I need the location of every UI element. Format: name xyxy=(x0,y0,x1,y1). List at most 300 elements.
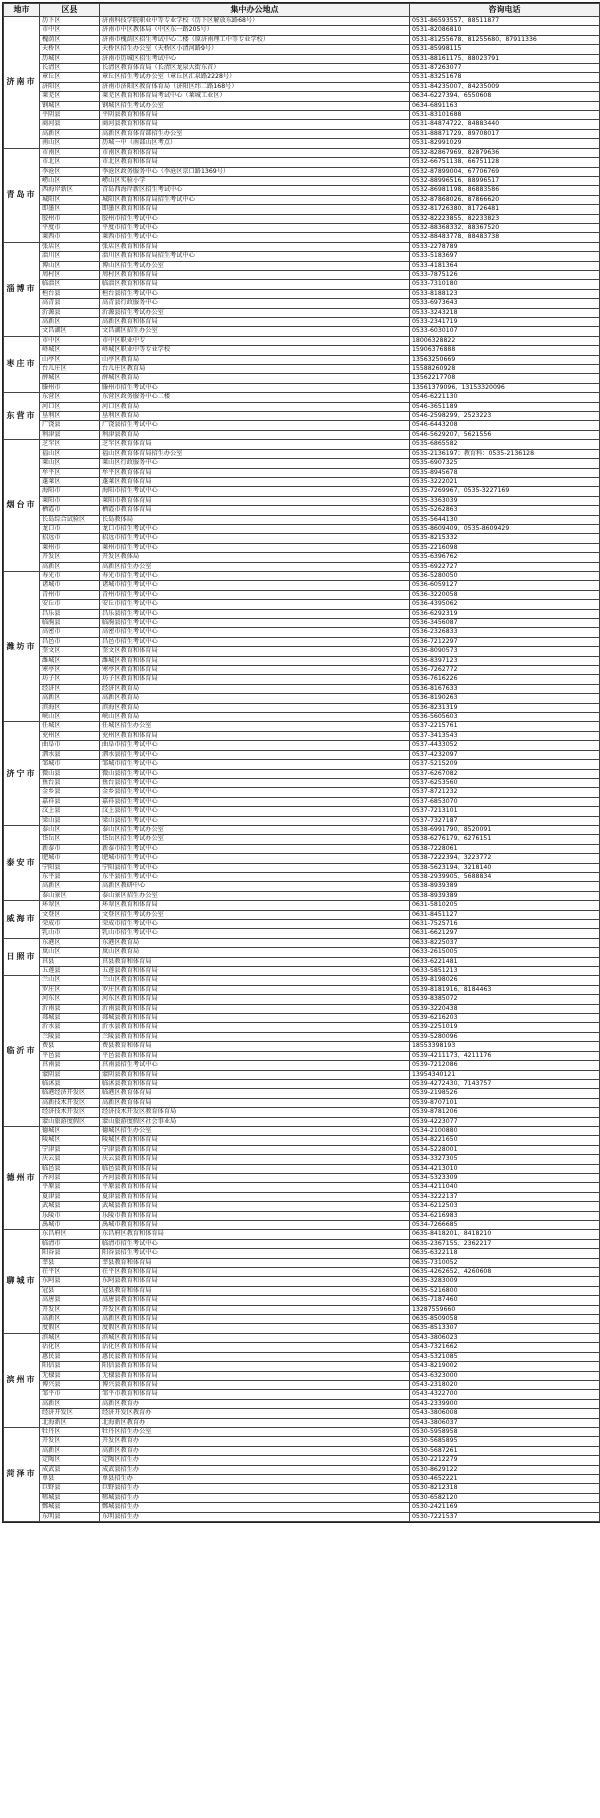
address-cell: 陵城区教育和体育局 xyxy=(100,1136,410,1145)
phone-cell: 0546-5629207、5621556 xyxy=(410,430,600,439)
header-district: 区县 xyxy=(40,4,100,17)
header-row xyxy=(4,4,600,17)
header-city: 地市 xyxy=(4,4,40,17)
table-row xyxy=(4,797,600,806)
phone-cell: 0534-4213010 xyxy=(410,1164,600,1173)
address-cell: 高新区教育局 xyxy=(100,694,410,703)
city-cell: 青岛市 xyxy=(4,148,40,242)
city-cell: 东营市 xyxy=(4,393,40,440)
district-cell: 潍城区 xyxy=(40,656,100,665)
address-cell: 招远市招生考试中心 xyxy=(100,534,410,543)
district-cell: 曲阜市 xyxy=(40,741,100,750)
table-row xyxy=(4,731,600,740)
district-cell: 开发区 xyxy=(40,1305,100,1314)
address-cell: 邹城市招生考试中心 xyxy=(100,760,410,769)
address-cell: 莒县教育和体育局 xyxy=(100,957,410,966)
table-body xyxy=(4,17,600,1522)
phone-cell: 0533-6030107 xyxy=(410,327,600,336)
address-cell: 山亭区教育局 xyxy=(100,355,410,364)
address-cell: 蓬莱区教育体育局 xyxy=(100,477,410,486)
district-cell: 临港经济开发区 xyxy=(40,1089,100,1098)
phone-cell: 0536-4395062 xyxy=(410,600,600,609)
address-cell: 东营区政务服务中心二楼 xyxy=(100,393,410,402)
phone-cell: 0633-8225037 xyxy=(410,938,600,947)
phone-cell: 0538-5623194、3218140 xyxy=(410,863,600,872)
city-cell: 临沂市 xyxy=(4,976,40,1127)
district-cell: 梁山县 xyxy=(40,816,100,825)
district-cell: 惠民县 xyxy=(40,1352,100,1361)
phone-cell: 0535-3222021 xyxy=(410,477,600,486)
district-cell: 莱芜区 xyxy=(40,92,100,101)
address-cell: 滨城区教育和体育局 xyxy=(100,1333,410,1342)
district-cell: 环翠区 xyxy=(40,901,100,910)
table-row xyxy=(4,666,600,675)
address-cell: 博兴县教育和体育局 xyxy=(100,1380,410,1389)
phone-cell: 0537-3413543 xyxy=(410,731,600,740)
phone-cell: 13287559660 xyxy=(410,1305,600,1314)
phone-cell: 0533-5183697 xyxy=(410,252,600,261)
phone-cell: 0536-8190263 xyxy=(410,694,600,703)
district-cell: 乐陵市 xyxy=(40,1211,100,1220)
table-row xyxy=(4,54,600,63)
phone-cell: 0533-6973643 xyxy=(410,299,600,308)
district-cell: 东昌府区 xyxy=(40,1230,100,1239)
phone-cell: 0634-6891163 xyxy=(410,101,600,110)
contact-table-sheet xyxy=(2,2,600,1523)
phone-cell: 0530-7221537 xyxy=(410,1512,600,1521)
table-row xyxy=(4,976,600,985)
table-row xyxy=(4,289,600,298)
district-cell: 庆云县 xyxy=(40,1155,100,1164)
table-row xyxy=(4,882,600,891)
header-phone: 咨询电话 xyxy=(410,4,600,17)
table-row xyxy=(4,1418,600,1427)
district-cell: 费县 xyxy=(40,1042,100,1051)
address-cell: 莱山区行政服务中心 xyxy=(100,459,410,468)
phone-cell: 0534-4211040 xyxy=(410,1183,600,1192)
district-cell: 长岛综合试验区 xyxy=(40,515,100,524)
table-row xyxy=(4,684,600,693)
table-row xyxy=(4,590,600,599)
phone-cell: 0538-7222394、3223772 xyxy=(410,854,600,863)
district-cell: 滕州市 xyxy=(40,383,100,392)
district-cell: 邹城市 xyxy=(40,760,100,769)
address-cell: 莱阳市教育体育局 xyxy=(100,496,410,505)
phone-cell: 0543-3806008 xyxy=(410,1409,600,1418)
address-cell: 肥城市招生考试中心 xyxy=(100,854,410,863)
address-cell: 单县招生办 xyxy=(100,1474,410,1483)
address-cell: 淄川区教育和体育局招生考试中心 xyxy=(100,252,410,261)
table-row xyxy=(4,1286,600,1295)
table-row xyxy=(4,1173,600,1182)
address-cell: 泰山景区招生办公室 xyxy=(100,891,410,900)
address-cell: 惠民县教育和体育局 xyxy=(100,1352,410,1361)
phone-cell: 0537-4433052 xyxy=(410,741,600,750)
table-row xyxy=(4,1117,600,1126)
district-cell: 高新区 xyxy=(40,562,100,571)
phone-cell: 0539-2198526 xyxy=(410,1089,600,1098)
district-cell: 泰山区 xyxy=(40,825,100,834)
district-cell: 高新区 xyxy=(40,694,100,703)
phone-cell: 0635-5216800 xyxy=(410,1286,600,1295)
address-cell: 济南市槐荫区招生考试中心二楼（原济南理工中等专业学校） xyxy=(100,35,410,44)
district-cell: 利津县 xyxy=(40,430,100,439)
district-cell: 平原县 xyxy=(40,1183,100,1192)
table-row xyxy=(4,1061,600,1070)
phone-cell: 0533-7875126 xyxy=(410,270,600,279)
phone-cell: 0532-88996516、88996517 xyxy=(410,176,600,185)
table-row xyxy=(4,1399,600,1408)
phone-cell: 0539-4211173、4211176 xyxy=(410,1051,600,1060)
table-row xyxy=(4,336,600,345)
phone-cell: 0543-6323000 xyxy=(410,1371,600,1380)
table-row xyxy=(4,637,600,646)
phone-cell: 0532-81726380、81726481 xyxy=(410,205,600,214)
address-cell: 兰山区教育和体育局 xyxy=(100,976,410,985)
phone-cell: 0532-82223855、82233823 xyxy=(410,214,600,223)
table-row xyxy=(4,524,600,533)
address-cell: 平度市招生考试中心 xyxy=(100,223,410,232)
table-row xyxy=(4,496,600,505)
district-cell: 高新区 xyxy=(40,1446,100,1455)
table-row xyxy=(4,1202,600,1211)
phone-cell: 0530-5958958 xyxy=(410,1427,600,1436)
address-cell: 东平县招生考试中心 xyxy=(100,872,410,881)
table-row xyxy=(4,111,600,120)
table-row xyxy=(4,421,600,430)
phone-cell: 0635-2367155、2362217 xyxy=(410,1239,600,1248)
phone-cell: 0635-3283009 xyxy=(410,1277,600,1286)
district-cell: 沂水县 xyxy=(40,1023,100,1032)
district-cell: 宁津县 xyxy=(40,1145,100,1154)
table-row xyxy=(4,1390,600,1399)
phone-cell: 13563250669 xyxy=(410,355,600,364)
address-cell: 长岛教体局 xyxy=(100,515,410,524)
district-cell: 兖州区 xyxy=(40,731,100,740)
district-cell: 栖霞市 xyxy=(40,506,100,515)
address-cell: 文登区招生考试办公室 xyxy=(100,910,410,919)
table-row xyxy=(4,957,600,966)
address-cell: 蒙阴县教育和体育局 xyxy=(100,1070,410,1079)
table-row xyxy=(4,468,600,477)
address-cell: 嘉祥县招生考试中心 xyxy=(100,797,410,806)
address-cell: 岱岳区招生考试办公室 xyxy=(100,835,410,844)
district-cell: 周村区 xyxy=(40,270,100,279)
phone-cell: 13561379096、13153320096 xyxy=(410,383,600,392)
address-cell: 薛城区教育局 xyxy=(100,374,410,383)
address-cell: 定陶区招生办 xyxy=(100,1456,410,1465)
address-cell: 临邑县教育和体育局 xyxy=(100,1164,410,1173)
address-cell: 邹平市教育和体育局 xyxy=(100,1390,410,1399)
phone-cell: 0543-2339900 xyxy=(410,1399,600,1408)
city-cell: 济宁市 xyxy=(4,722,40,825)
table-row xyxy=(4,901,600,910)
district-cell: 蒙阴县 xyxy=(40,1070,100,1079)
address-cell: 东明县招生办 xyxy=(100,1512,410,1521)
table-row xyxy=(4,223,600,232)
table-row xyxy=(4,176,600,185)
phone-cell: 0635-7310052 xyxy=(410,1258,600,1267)
address-cell: 郓城县招生办 xyxy=(100,1493,410,1502)
district-cell: 莱阳市 xyxy=(40,496,100,505)
district-cell: 岚山区 xyxy=(40,948,100,957)
address-cell: 寒亭区教育和体育局 xyxy=(100,666,410,675)
address-cell: 市北区教育和体育局 xyxy=(100,158,410,167)
district-cell: 市中区 xyxy=(40,26,100,35)
address-cell: 海阳市招生考试中心 xyxy=(100,487,410,496)
phone-cell: 0546-6221130 xyxy=(410,393,600,402)
phone-cell: 0537-6253560 xyxy=(410,778,600,787)
table-row xyxy=(4,1042,600,1051)
district-cell: 东平县 xyxy=(40,872,100,881)
address-cell: 郯城县教育和体育局 xyxy=(100,1014,410,1023)
phone-cell: 0539-2251019 xyxy=(410,1023,600,1032)
phone-cell: 0539-7212086 xyxy=(410,1061,600,1070)
table-row xyxy=(4,948,600,957)
address-cell: 宁津县教育和体育局 xyxy=(100,1145,410,1154)
table-row xyxy=(4,1484,600,1493)
address-cell: 成武县招生办 xyxy=(100,1465,410,1474)
table-row xyxy=(4,600,600,609)
district-cell: 蓬莱区 xyxy=(40,477,100,486)
phone-cell: 0536-8397123 xyxy=(410,656,600,665)
district-cell: 济阳区 xyxy=(40,82,100,91)
phone-cell: 0531-88161175、88023791 xyxy=(410,54,600,63)
address-cell: 崂山区实验小学 xyxy=(100,176,410,185)
address-cell: 兰陵县教育和体育局 xyxy=(100,1032,410,1041)
table-row xyxy=(4,506,600,515)
city-cell: 聊城市 xyxy=(4,1230,40,1333)
phone-cell: 0534-5323309 xyxy=(410,1173,600,1182)
address-cell: 东港区教育局 xyxy=(100,938,410,947)
district-cell: 东港区 xyxy=(40,938,100,947)
table-row xyxy=(4,383,600,392)
table-row xyxy=(4,844,600,853)
district-cell: 寿光市 xyxy=(40,571,100,580)
phone-cell: 0543-2318020 xyxy=(410,1380,600,1389)
district-cell: 高新区 xyxy=(40,1315,100,1324)
table-row xyxy=(4,675,600,684)
phone-cell: 18006328822 xyxy=(410,336,600,345)
city-cell: 威海市 xyxy=(4,901,40,939)
phone-cell: 0633-2615005 xyxy=(410,948,600,957)
table-row xyxy=(4,543,600,552)
district-cell: 广饶县 xyxy=(40,421,100,430)
address-cell: 鄄城县招生办 xyxy=(100,1503,410,1512)
address-cell: 福山区教育体育局招生办公室 xyxy=(100,449,410,458)
district-cell: 钢城区 xyxy=(40,101,100,110)
phone-cell: 0531-85998115 xyxy=(410,45,600,54)
address-cell: 河口区教育局 xyxy=(100,402,410,411)
phone-cell: 0543-8219002 xyxy=(410,1362,600,1371)
address-cell: 环翠区教育和体育局 xyxy=(100,901,410,910)
address-cell: 高新区招生办公室 xyxy=(100,562,410,571)
phone-cell: 0536-7212297 xyxy=(410,637,600,646)
table-row xyxy=(4,985,600,994)
phone-cell: 0546-3651189 xyxy=(410,402,600,411)
address-cell: 经济区教育局 xyxy=(100,684,410,693)
address-cell: 李沧区政务服务中心（李沧区京口路1369号） xyxy=(100,167,410,176)
district-cell: 峡山区 xyxy=(40,713,100,722)
address-cell: 芝罘区教育体育局 xyxy=(100,440,410,449)
phone-cell: 0535-6865582 xyxy=(410,440,600,449)
table-row xyxy=(4,205,600,214)
address-cell: 罗庄区教育和体育局 xyxy=(100,985,410,994)
table-row xyxy=(4,1249,600,1258)
district-cell: 东营区 xyxy=(40,393,100,402)
district-cell: 福山区 xyxy=(40,449,100,458)
district-cell: 冠县 xyxy=(40,1286,100,1295)
table-row xyxy=(4,1108,600,1117)
table-row xyxy=(4,101,600,110)
district-cell: 高新区 xyxy=(40,1399,100,1408)
district-cell: 临沭县 xyxy=(40,1079,100,1088)
phone-cell: 0539-8707101 xyxy=(410,1098,600,1107)
address-cell: 曲阜市招生考试中心 xyxy=(100,741,410,750)
phone-cell: 0535-8609409、0535-8609429 xyxy=(410,524,600,533)
district-cell: 高密市 xyxy=(40,628,100,637)
address-cell: 梁山县招生考试中心 xyxy=(100,816,410,825)
table-row xyxy=(4,346,600,355)
table-row xyxy=(4,139,600,148)
district-cell: 市北区 xyxy=(40,158,100,167)
table-row xyxy=(4,854,600,863)
district-cell: 城阳区 xyxy=(40,195,100,204)
phone-cell: 0530-8629122 xyxy=(410,1465,600,1474)
phone-cell: 0535-2216098 xyxy=(410,543,600,552)
district-cell: 新泰市 xyxy=(40,844,100,853)
phone-cell: 0532-88368332、88367520 xyxy=(410,223,600,232)
district-cell: 罗庄区 xyxy=(40,985,100,994)
phone-cell: 0531-83101688 xyxy=(410,111,600,120)
district-cell: 西海岸新区 xyxy=(40,186,100,195)
phone-cell: 0539-3220438 xyxy=(410,1004,600,1013)
phone-cell: 0635-6322118 xyxy=(410,1249,600,1258)
address-cell: 龙口市招生考试中心 xyxy=(100,524,410,533)
address-cell: 栖霞市教育体育局 xyxy=(100,506,410,515)
table-row xyxy=(4,628,600,637)
district-cell: 开发区 xyxy=(40,1437,100,1446)
table-row xyxy=(4,872,600,881)
table-row xyxy=(4,487,600,496)
phone-cell: 0531-84235007、84235009 xyxy=(410,82,600,91)
table-row xyxy=(4,129,600,138)
district-cell: 海阳市 xyxy=(40,487,100,496)
table-row xyxy=(4,1305,600,1314)
district-cell: 单县 xyxy=(40,1474,100,1483)
address-cell: 泰山区招生考试办公室 xyxy=(100,825,410,834)
table-row xyxy=(4,1164,600,1173)
table-row xyxy=(4,1004,600,1013)
phone-cell: 0533-7310180 xyxy=(410,280,600,289)
district-cell: 河东区 xyxy=(40,995,100,1004)
phone-cell: 0539-8198026 xyxy=(410,976,600,985)
address-cell: 莱州市招生考试中心 xyxy=(100,543,410,552)
district-cell: 平度市 xyxy=(40,223,100,232)
phone-cell: 0538-8939389 xyxy=(410,891,600,900)
table-row xyxy=(4,252,600,261)
district-cell: 无棣县 xyxy=(40,1371,100,1380)
phone-cell: 0531-84874722、84883440 xyxy=(410,120,600,129)
address-cell: 高新区教育办 xyxy=(100,1399,410,1408)
table-row xyxy=(4,1023,600,1032)
table-row xyxy=(4,355,600,364)
district-cell: 东明县 xyxy=(40,1512,100,1521)
district-cell: 淄川区 xyxy=(40,252,100,261)
phone-cell: 0543-7321662 xyxy=(410,1343,600,1352)
phone-cell: 0533-8188123 xyxy=(410,289,600,298)
table-row xyxy=(4,35,600,44)
table-row xyxy=(4,647,600,656)
address-cell: 莒南县招生考试中心 xyxy=(100,1061,410,1070)
address-cell: 济南市济阳区教育体育局（济阳区纬二路168号） xyxy=(100,82,410,91)
city-cell: 淄博市 xyxy=(4,242,40,336)
district-cell: 五莲县 xyxy=(40,967,100,976)
phone-cell: 0631-6621297 xyxy=(410,929,600,938)
district-cell: 牟平区 xyxy=(40,468,100,477)
district-cell: 临清市 xyxy=(40,1239,100,1248)
phone-cell: 0537-2215761 xyxy=(410,722,600,731)
phone-cell: 0546-6443208 xyxy=(410,421,600,430)
address-cell: 济南市中区教体局（中区东一路205号） xyxy=(100,26,410,35)
phone-cell: 0537-4232097 xyxy=(410,750,600,759)
address-cell: 垦利区教育局 xyxy=(100,412,410,421)
phone-cell: 0537-5215209 xyxy=(410,760,600,769)
city-cell: 滨州市 xyxy=(4,1333,40,1427)
district-cell: 兰山区 xyxy=(40,976,100,985)
address-cell: 城阳区教育和体育局招生考试中心 xyxy=(100,195,410,204)
phone-cell: 0536-7262772 xyxy=(410,666,600,675)
phone-cell: 0539-8385072 xyxy=(410,995,600,1004)
table-row xyxy=(4,92,600,101)
table-row xyxy=(4,1014,600,1023)
address-cell: 济南科技学院职业中等专业学校（历下区解放东路68号） xyxy=(100,17,410,26)
district-cell: 临朐县 xyxy=(40,619,100,628)
phone-cell: 0534-8221650 xyxy=(410,1136,600,1145)
table-row xyxy=(4,459,600,468)
phone-cell: 0532-87899004、67706769 xyxy=(410,167,600,176)
table-row xyxy=(4,1427,600,1436)
district-cell: 博山区 xyxy=(40,261,100,270)
district-cell: 蒙山旅游度假区 xyxy=(40,1117,100,1126)
address-cell: 临沭县教育和体育局 xyxy=(100,1079,410,1088)
table-row xyxy=(4,270,600,279)
phone-cell: 0536-8231319 xyxy=(410,703,600,712)
table-row xyxy=(4,449,600,458)
table-row xyxy=(4,619,600,628)
address-cell: 东阿县教育和体育局 xyxy=(100,1277,410,1286)
table-row xyxy=(4,64,600,73)
address-cell: 高新区教育办 xyxy=(100,1446,410,1455)
district-cell: 金乡县 xyxy=(40,788,100,797)
table-row xyxy=(4,318,600,327)
table-row xyxy=(4,807,600,816)
phone-cell: 0530-5687261 xyxy=(410,1446,600,1455)
district-cell: 定陶区 xyxy=(40,1456,100,1465)
address-cell: 高新区教研中心 xyxy=(100,882,410,891)
table-row xyxy=(4,1155,600,1164)
address-cell: 高密市招生考试中心 xyxy=(100,628,410,637)
address-cell: 临清市招生考试中心 xyxy=(100,1239,410,1248)
district-cell: 禹城市 xyxy=(40,1221,100,1230)
address-cell: 经济技术开发区教育体育局 xyxy=(100,1108,410,1117)
district-cell: 平邑县 xyxy=(40,1051,100,1060)
table-row xyxy=(4,816,600,825)
district-cell: 高新区 xyxy=(40,318,100,327)
phone-cell: 0533-2278789 xyxy=(410,242,600,251)
table-row xyxy=(4,1221,600,1230)
table-row xyxy=(4,1277,600,1286)
